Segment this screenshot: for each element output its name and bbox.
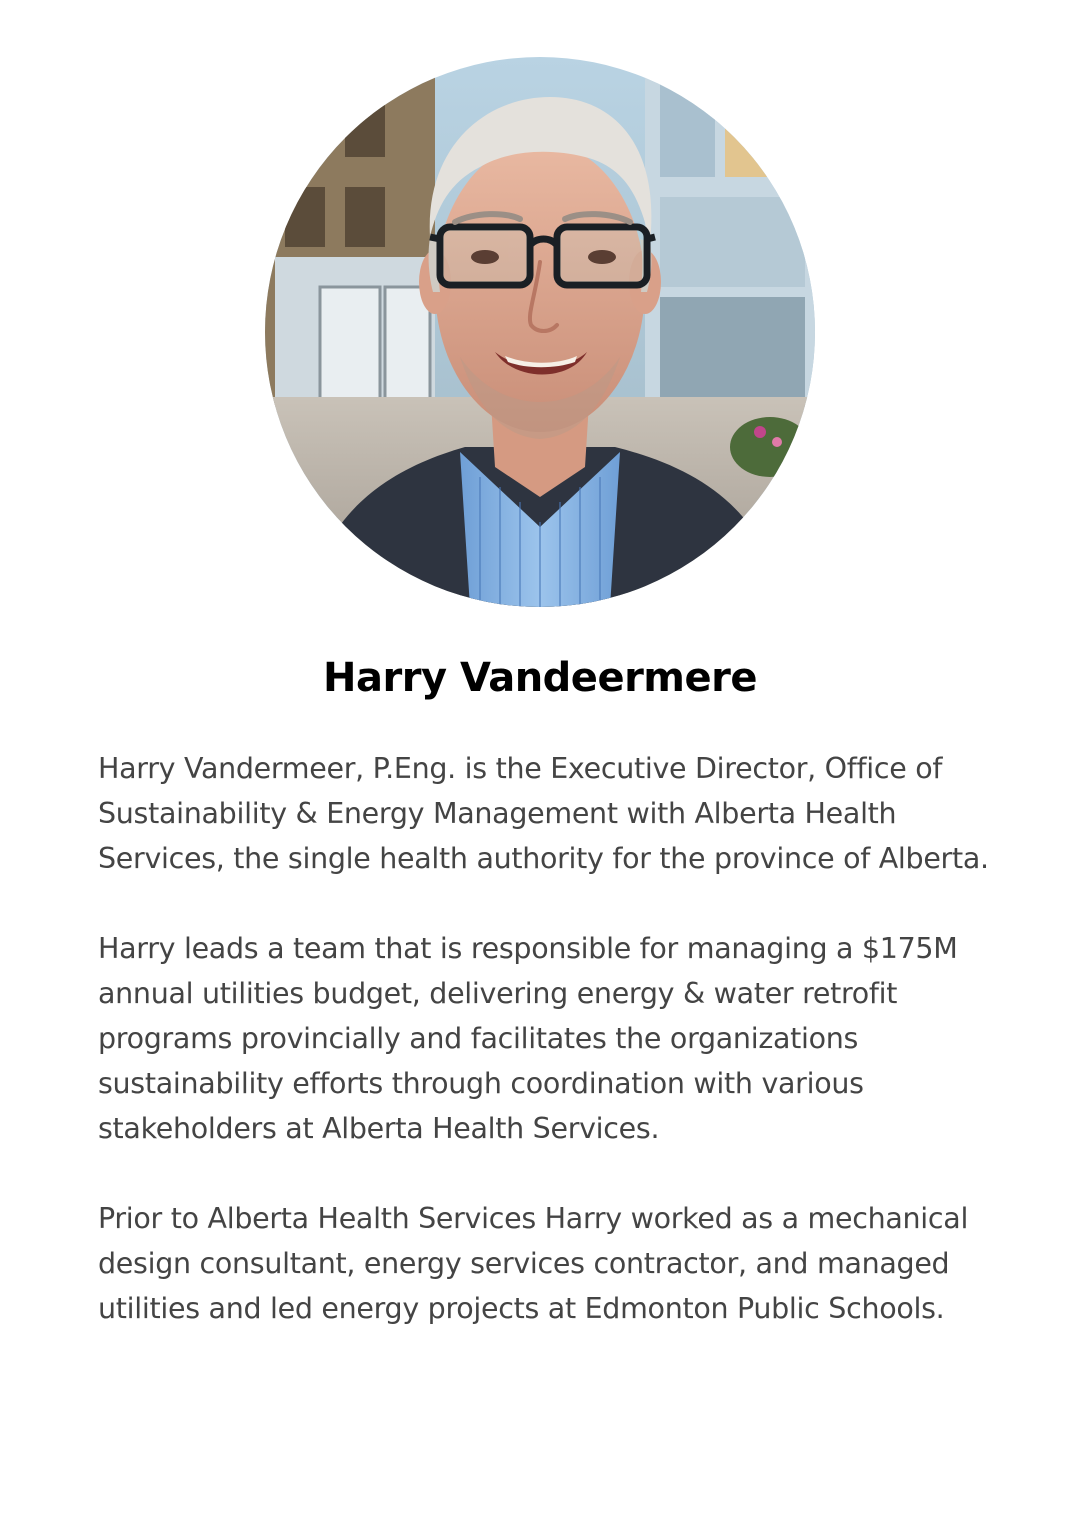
speaker-name: Harry Vandeermere [323, 655, 757, 701]
portrait-photo [265, 57, 815, 607]
bio-paragraph: Harry leads a team that is responsible for managing a $175M annual utilities budget, delivering energy & water retrofit programs provincially and facilitates the organizations sustainability efforts through coordination with various stakeholders at Alberta Health Services. [98, 932, 958, 1145]
bio-paragraph: Prior to Alberta Health Services Harry worked as a mechanical design consultant, energy services contractor, and managed utilities and led energy projects at Edmonton Public Schools. [98, 1202, 969, 1325]
speaker-bio [98, 746, 998, 1331]
bio-paragraph: Harry Vandermeer, P.Eng. is the Executive Director, Office of Sustainability & Energy Management with Alberta Health Services, the single health authority for the province of Alberta. [98, 752, 989, 875]
avatar [265, 57, 815, 607]
